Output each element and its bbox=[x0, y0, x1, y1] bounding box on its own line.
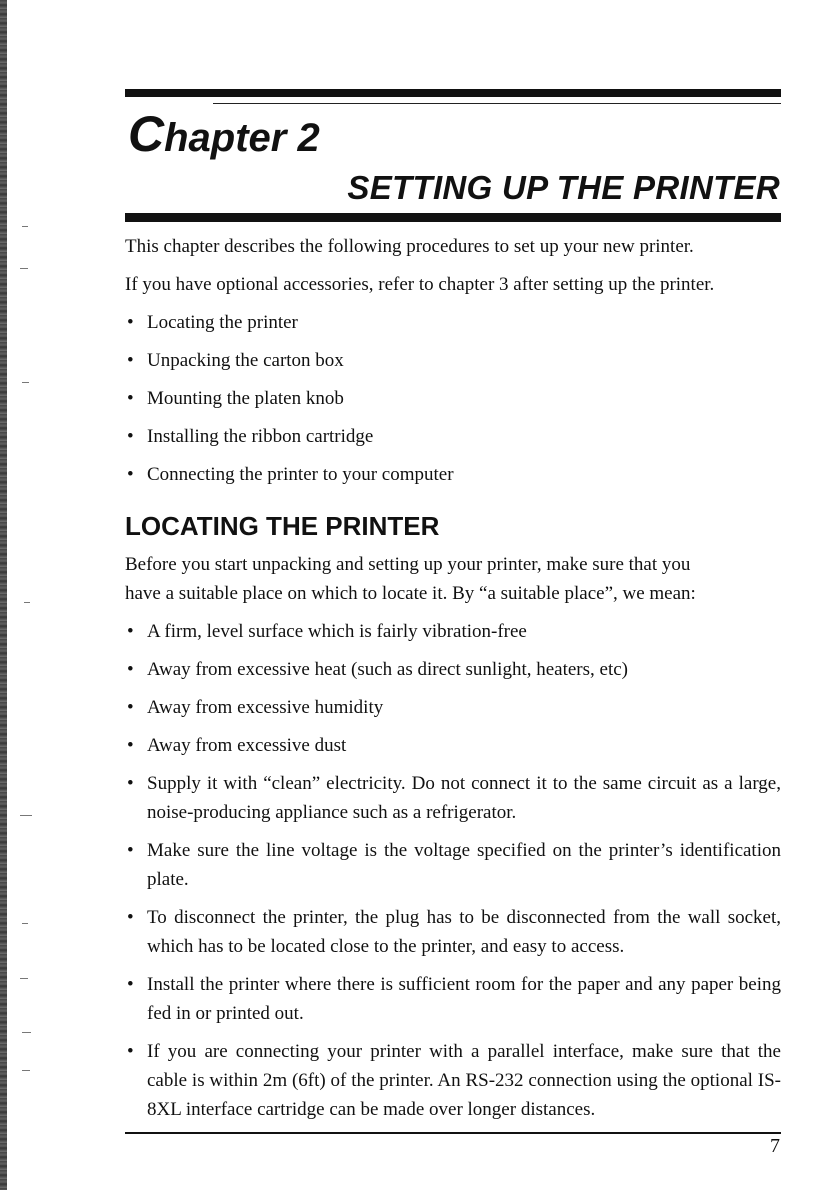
list-item: • A firm, level surface which is fairly vibration-free bbox=[125, 617, 781, 646]
scan-binding-edge bbox=[0, 0, 7, 1190]
section-intro-line: have a suitable place on which to locate it. By “a suitable place”, we mean: bbox=[125, 583, 696, 604]
list-item: • If you are connecting your printer with a parallel interface, make sure that the cable is within 2m (6ft) of the printer. An RS-232 connection using the optional IS-8XL interface cartridge can be made over longer distances. bbox=[125, 1037, 781, 1124]
list-item: • Unpacking the carton box bbox=[125, 346, 781, 375]
section-heading: LOCATING THE PRINTER bbox=[125, 511, 440, 541]
chapter-heading-rule bbox=[125, 213, 781, 222]
intro-paragraph-line: This chapter describes the following procedures to set up your new printer. bbox=[125, 236, 694, 257]
page-body bbox=[125, 232, 781, 1124]
scan-speck bbox=[20, 815, 32, 816]
section-intro-line: Before you start unpacking and setting up your printer, make sure that you bbox=[125, 554, 691, 575]
list-item: • Install the printer where there is sufficient room for the paper and any paper being fed in or printed out. bbox=[125, 970, 781, 1028]
scan-speck bbox=[20, 268, 28, 269]
chapter-title-rest: hapter 2 bbox=[164, 116, 320, 160]
list-item: • Locating the printer bbox=[125, 308, 781, 337]
list-item: • Away from excessive heat (such as direct sunlight, heaters, etc) bbox=[125, 655, 781, 684]
list-item: • Mounting the platen knob bbox=[125, 384, 781, 413]
chapter-title bbox=[128, 108, 320, 164]
footer-rule bbox=[125, 1132, 781, 1134]
list-item: • Away from excessive dust bbox=[125, 731, 781, 760]
list-item: • Installing the ribbon cartridge bbox=[125, 422, 781, 451]
chapter-title-initial: C bbox=[128, 106, 165, 162]
procedure-list bbox=[125, 308, 781, 489]
list-item: • Away from excessive humidity bbox=[125, 693, 781, 722]
list-item: • To disconnect the printer, the plug has to be disconnected from the wall socket, which has to be located close to the printer, and easy to access. bbox=[125, 903, 781, 961]
chapter-thin-rule bbox=[213, 103, 781, 104]
page-number: 7 bbox=[770, 1135, 780, 1157]
list-item: • Supply it with “clean” electricity. Do not connect it to the same circuit as a large, noise-producing appliance such as a refrigerator. bbox=[125, 769, 781, 827]
chapter-subtitle: SETTING UP THE PRINTER bbox=[347, 169, 780, 206]
scan-speck bbox=[22, 923, 28, 924]
scan-speck bbox=[24, 602, 30, 603]
scan-speck bbox=[22, 1070, 30, 1071]
chapter-top-rule bbox=[125, 89, 781, 97]
scan-speck bbox=[22, 226, 28, 227]
intro-paragraph-line: If you have optional accessories, refer to chapter 3 after setting up the printer. bbox=[125, 274, 715, 295]
scan-speck bbox=[20, 978, 28, 979]
list-item: • Make sure the line voltage is the voltage specified on the printer’s identification plate. bbox=[125, 836, 781, 894]
scan-speck bbox=[22, 382, 29, 383]
scan-speck bbox=[22, 1032, 31, 1033]
requirements-list bbox=[125, 617, 781, 1124]
list-item: • Connecting the printer to your computer bbox=[125, 460, 781, 489]
